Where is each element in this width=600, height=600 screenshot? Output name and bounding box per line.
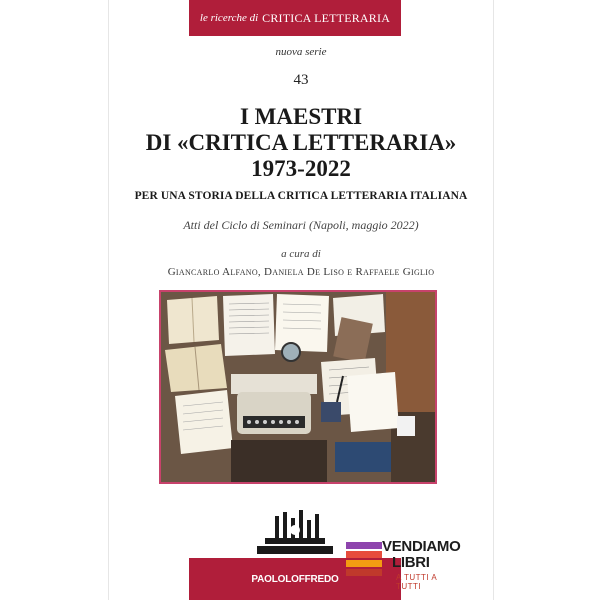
badge-line-1: VENDIAMO: [382, 538, 461, 555]
stripes-logo-icon: [346, 542, 382, 580]
series-prefix: le ricerche di: [199, 12, 259, 24]
book-title: [109, 104, 493, 182]
title-line-2: DI «CRITICA LETTERARIA»: [145, 130, 457, 155]
series-subtitle: nuova serie: [275, 46, 327, 58]
badge-line-2: LIBRI: [392, 554, 430, 571]
vendiamo-libri-badge: [346, 536, 461, 591]
book-subtitle: PER UNA STORIA DELLA CRITICA LETTERARIA ITALIANA: [134, 190, 468, 202]
series-number: 43: [293, 72, 309, 88]
series-band: [189, 0, 401, 36]
editors-names: Giancarlo Alfano, Daniela De Liso e Raffaele Giglio: [167, 266, 435, 278]
publisher-logo-icon: [255, 508, 335, 556]
book-cover: [108, 0, 494, 600]
edited-by-label: a cura di: [281, 248, 321, 260]
publisher-name: PAOLOLOFFREDO: [251, 573, 339, 585]
desk-photo-illustration: [161, 292, 435, 482]
series-name: CRITICA LETTERARIA: [262, 10, 391, 25]
badge-tagline: A TUTTI A TUTTI: [396, 573, 437, 591]
title-line-3: 1973-2022: [251, 156, 351, 181]
title-line-1: I MAESTRI: [239, 104, 363, 129]
proceedings-note: Atti del Ciclo di Seminari (Napoli, maggio 2022): [183, 218, 419, 232]
cover-photo: [159, 290, 437, 484]
